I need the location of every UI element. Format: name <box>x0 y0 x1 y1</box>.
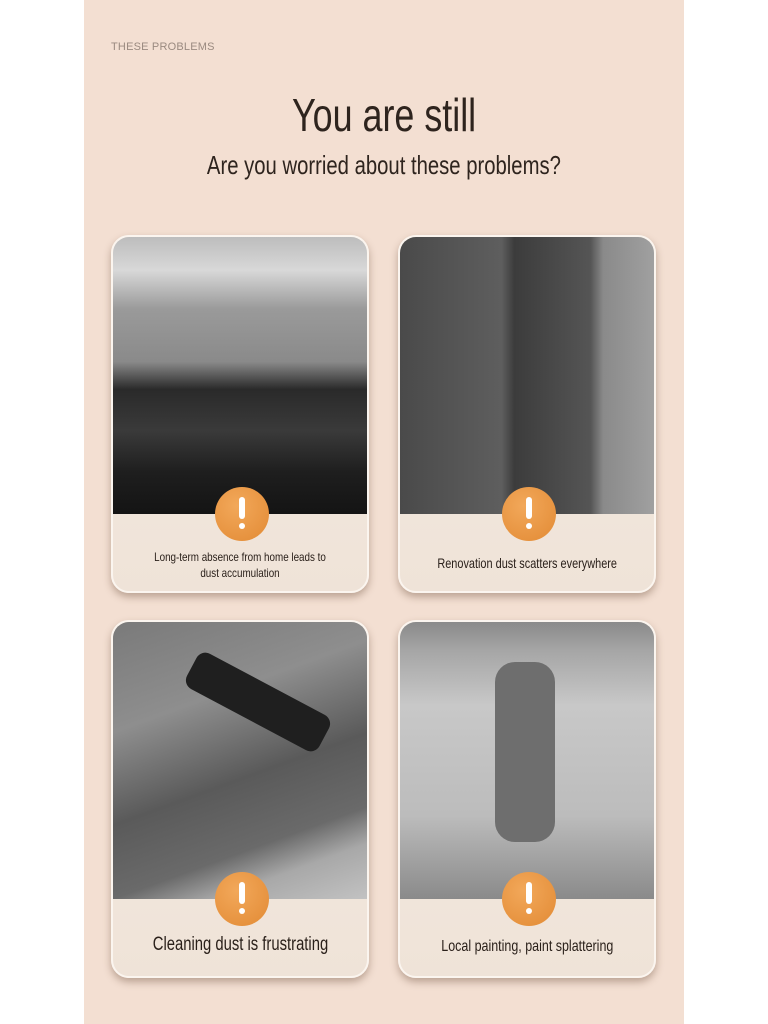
card-caption: Renovation dust scatters everywhere <box>437 555 617 571</box>
title-text: You are still <box>291 89 477 141</box>
problem-card-renovation-dust <box>398 235 656 593</box>
subtitle-text: Are you worried about these problems? <box>207 150 561 180</box>
painter-photo <box>400 622 654 899</box>
card-caption: Local painting, paint splattering <box>440 938 614 955</box>
vacuum-carpet-photo <box>113 622 367 899</box>
bedroom-photo <box>113 237 367 514</box>
warning-icon <box>215 872 269 926</box>
card-caption: Cleaning dust is frustrating <box>152 934 328 955</box>
card-caption: Long-term absence from home leads to dust accumulation <box>154 550 326 580</box>
page-subtitle <box>84 150 684 181</box>
problem-card-painting <box>398 620 656 978</box>
warning-icon <box>502 872 556 926</box>
page-title <box>84 88 684 142</box>
problem-card-dust-accumulation <box>111 235 369 593</box>
unfinished-room-photo <box>400 237 654 514</box>
problems-panel <box>84 0 684 1024</box>
section-eyebrow: THESE PROBLEMS <box>111 41 215 53</box>
problem-card-cleaning-dust <box>111 620 369 978</box>
warning-icon <box>215 487 269 541</box>
warning-icon <box>502 487 556 541</box>
